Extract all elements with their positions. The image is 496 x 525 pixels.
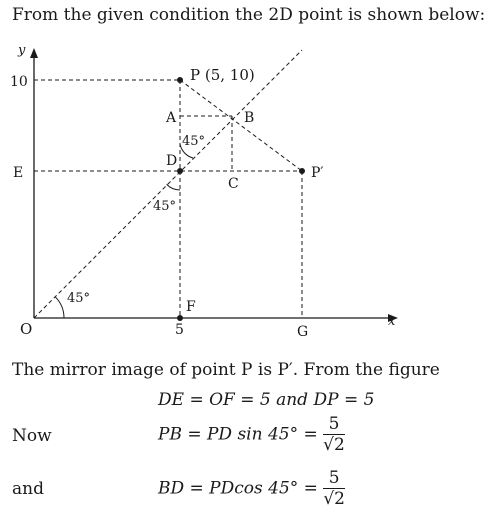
label-A: A [166,110,177,126]
line-P-P-prime [180,80,302,171]
equation-2-denominator [323,435,345,455]
sqrt-icon: √ [323,489,335,509]
label-B: B [244,110,255,126]
label-P: P (5, 10) [190,66,255,84]
label-C: C [228,176,239,192]
label-G: G [297,324,309,340]
y-axis-arrow-icon [30,48,38,58]
point-D-dot [177,168,183,174]
label-F: F [186,299,196,315]
equation-3-numerator: 5 [323,468,345,489]
equation-3-lhs: BD = PDcos 45° = [158,478,318,499]
axis-y-label: y [18,43,26,58]
tick-y-label: 10 [10,74,28,90]
intro-text: From the given condition the 2D point is shown below: [12,5,486,25]
tick-x-label: 5 [175,322,184,338]
angle-label-top: 45° [182,134,206,149]
diagonal-line [34,50,302,318]
origin-label: O [20,320,33,338]
sqrt-icon: √ [323,435,334,455]
label-P-prime: P′ [311,165,324,181]
equation-3 [158,468,345,509]
equation-1: DE = OF = 5 and DP = 5 [158,390,375,410]
point-P-prime-dot [299,168,305,174]
equation-3-radicand: 2 [334,489,345,509]
and-label: and [12,479,44,499]
mirror-paragraph: The mirror image of point P is P′. From the figure [12,360,440,380]
equation-2-lhs: PB = PD sin 45° = [158,424,318,445]
label-D: D [166,153,178,169]
label-E: E [13,165,24,181]
angle-label-mid: 45° [153,199,177,214]
angle-arc-mid [167,184,180,190]
point-F-dot [177,315,183,321]
equation-2-numerator: 5 [323,414,345,435]
equation-2 [158,414,345,455]
angle-arc-origin [55,297,64,318]
equation-3-denominator [323,489,345,509]
equation-2-fraction [323,414,345,455]
now-label: Now [12,426,52,446]
point-P-dot [177,77,183,83]
equation-2-radicand: 2 [334,435,345,455]
equation-3-fraction [323,468,345,509]
angle-label-origin: 45° [67,291,91,306]
axis-x-label: x [388,314,396,329]
